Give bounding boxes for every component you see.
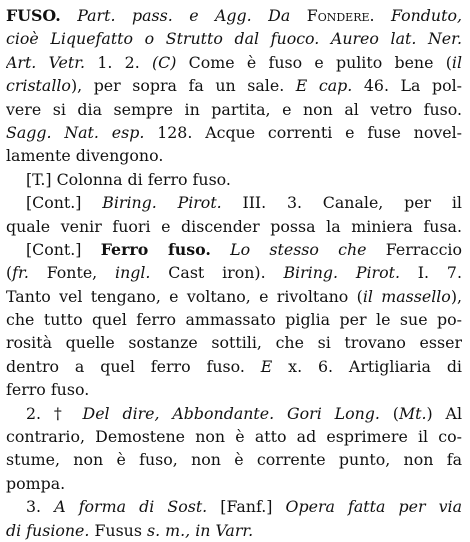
headword: FUSO. [6, 6, 61, 25]
entry-line-10: quale venir fuori e discender possa la miniera fusa. [6, 216, 462, 236]
entry-line-12: (fr. Fonte, ingl. Cast iron). Biring. Pirot. I. 7. [6, 263, 462, 283]
source-citation: E cap. [295, 76, 353, 96]
entry-line-1: FUSO. Part. pass. e Agg. Da Fondere. Fonduto, [6, 6, 462, 25]
source-citation: Sagg. Nat. esp. [6, 122, 145, 142]
entry-line-14: che tutto quel ferro ammassato piglia per le sue po- [6, 310, 462, 330]
entry-line-19: contrario, Demostene non è atto ad esprimere il co- [6, 427, 462, 447]
entry-line-15: rosità quelle sostanze sottili, che si trovano esser [6, 333, 462, 353]
source-citation: Art. Vetr. [6, 52, 86, 72]
entry-line-22: 3. A forma di Sost. [Fanf.] Opera fatta per via [26, 497, 462, 517]
entry-line-13: Tanto vel tengano, e voltano, e rivoltano (il massello), [6, 286, 462, 306]
entry-line-6: Sagg. Nat. esp. 128. Acque correnti e fuse novel- [6, 122, 462, 142]
entry-line-11: [Cont.] Ferro fuso. Lo stesso che Ferraccio [26, 239, 462, 259]
entry-line-18: 2. † Del dire, Abbondante. Gori Long. (Mt.) Al [26, 403, 462, 423]
entry-line-2: cioè Liquefatto o Strutto dal fuoco. Aureo lat. Ner. [6, 29, 462, 49]
entry-line-21: pompa. [6, 473, 66, 493]
source-citation: Biring. Pirot. [283, 263, 400, 283]
source-citation: Gori Long. [287, 403, 380, 423]
entry-line-8: [T.] Colonna di ferro fuso. [26, 169, 231, 189]
entry-line-5: vere si dia sempre in partita, e non al vetro fuso. [6, 99, 462, 119]
entry-line-7: lamente divengono. [6, 146, 164, 166]
entry-line-17: ferro fuso. [6, 380, 90, 400]
entry-line-16: dentro a quel ferro fuso. E x. 6. Artigliaria di [6, 356, 462, 376]
entry-line-23: di fusione. Fusus s. m., in Varr. [6, 520, 254, 540]
definition: Del dire, Abbondante. [82, 403, 275, 423]
entry-line-3: Art. Vetr. 1. 2. (C) Come è fuso e pulito bene (il [6, 52, 462, 72]
entry-line-20: stume, non è fuso, non è corrente punto, non fa [6, 450, 462, 470]
definition: Fonduto, [391, 6, 462, 25]
source-citation: Biring. Pirot. [102, 193, 222, 213]
entry-line-4: cristallo), per sopra fa un sale. E cap. 46. La pol- [6, 76, 462, 96]
definition: A forma di Sost. [54, 497, 208, 517]
grammatical-category: Part. pass. e Agg. [77, 6, 252, 25]
etymology-ref: Fondere. [306, 6, 375, 25]
subentry-term: Ferro fuso. [100, 239, 211, 259]
entry-line-9: [Cont.] Biring. Pirot. III. 3. Canale, per il [26, 193, 462, 213]
